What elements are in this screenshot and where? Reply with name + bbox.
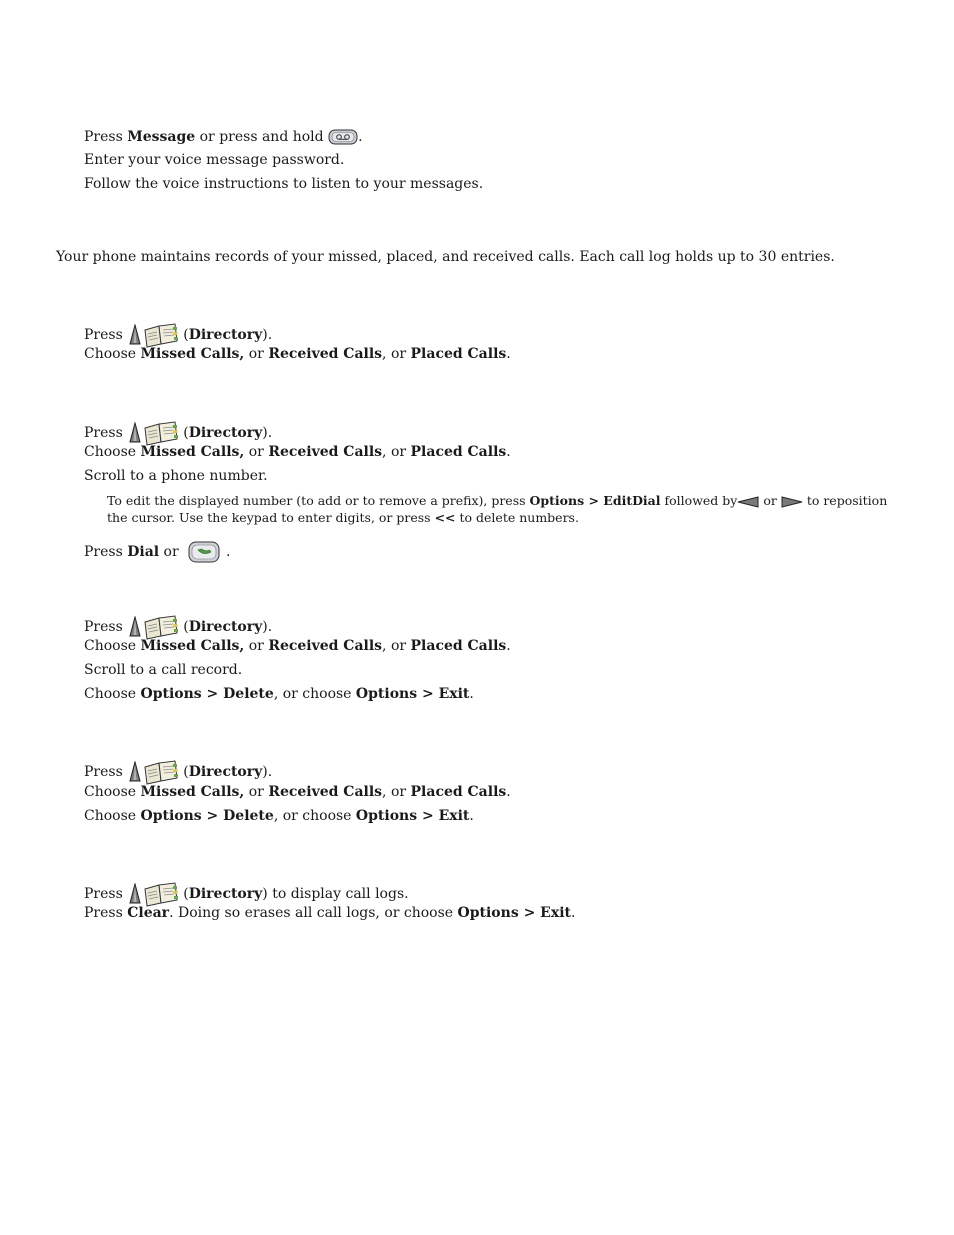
text: . xyxy=(469,808,474,824)
missed-calls-label: Missed Calls, xyxy=(140,784,245,800)
softkey-dial: Dial xyxy=(127,544,160,560)
options-exit-label: Options > Exit xyxy=(355,686,470,702)
text: Press xyxy=(84,886,123,902)
text: ) to display call logs. xyxy=(262,886,409,902)
directory-label: Directory xyxy=(188,619,263,635)
softkey-clear: Clear xyxy=(127,905,170,921)
text: ). xyxy=(262,327,273,343)
text: or xyxy=(248,638,264,654)
delete-record-step-4 xyxy=(84,686,474,702)
text: Choose xyxy=(84,784,137,800)
text: ). xyxy=(262,764,273,780)
directory-book-icon xyxy=(143,420,179,446)
text: ( xyxy=(183,327,189,343)
directory-book-icon xyxy=(143,881,179,907)
up-arrow-icon xyxy=(129,883,141,905)
text: ( xyxy=(183,619,189,635)
call-logs-intro: Your phone maintains records of your missed, placed, and received calls. Each call log holds up to 30 entries. xyxy=(56,249,835,265)
text: . xyxy=(570,905,576,921)
missed-calls-label: Missed Calls, xyxy=(140,638,245,654)
voicemail-step-2: Enter your voice message password. xyxy=(84,152,345,168)
text: , or xyxy=(382,444,407,460)
send-call-key-icon xyxy=(188,540,222,564)
text: Choose xyxy=(84,808,137,824)
text: Choose xyxy=(84,444,137,460)
text: Press xyxy=(84,425,123,441)
text: . xyxy=(506,346,511,362)
received-calls-label: Received Calls xyxy=(268,346,383,362)
text: , or xyxy=(382,784,407,800)
text: followed by xyxy=(664,493,738,508)
text: , or choose xyxy=(273,808,352,824)
received-calls-label: Received Calls xyxy=(268,784,383,800)
directory-book-icon xyxy=(143,322,179,348)
text: . xyxy=(226,544,231,560)
delete-log-step-1 xyxy=(84,759,272,785)
text: or xyxy=(248,444,264,460)
placed-calls-label: Placed Calls xyxy=(410,346,507,362)
text: . xyxy=(358,129,363,145)
dial-step-2 xyxy=(84,444,511,460)
options-exit-label: Options > Exit xyxy=(457,905,571,921)
softkey-message: Message xyxy=(127,129,196,145)
voicemail-step-3: Follow the voice instructions to listen to your messages. xyxy=(84,176,484,192)
directory-label: Directory xyxy=(188,886,263,902)
text: Press xyxy=(84,544,123,560)
text: . xyxy=(506,784,511,800)
text: , or choose xyxy=(273,686,352,702)
text: Press xyxy=(84,905,123,921)
delete-record-step-1 xyxy=(84,614,272,640)
text: Choose xyxy=(84,638,137,654)
placed-calls-label: Placed Calls xyxy=(410,638,507,654)
backspace-label: << xyxy=(434,510,456,525)
text: to delete numbers. xyxy=(459,510,579,525)
up-arrow-icon xyxy=(129,422,141,444)
dial-step-4 xyxy=(84,540,230,564)
dial-step-1 xyxy=(84,420,272,446)
clear-step-1 xyxy=(84,881,409,907)
missed-calls-label: Missed Calls, xyxy=(140,444,245,460)
directory-label: Directory xyxy=(188,764,263,780)
delete-log-step-3 xyxy=(84,808,474,824)
text: ( xyxy=(183,764,189,780)
text: Press xyxy=(84,327,123,343)
delete-log-step-2 xyxy=(84,784,511,800)
text: ( xyxy=(183,425,189,441)
right-arrow-icon xyxy=(781,496,803,508)
text: Press xyxy=(84,764,123,780)
text: to reposition the cursor. Use the keypad to enter digits, or press xyxy=(107,493,888,525)
view-step-1 xyxy=(84,322,272,348)
delete-record-step-2 xyxy=(84,638,511,654)
dial-step-3: Scroll to a phone number. xyxy=(84,468,268,484)
received-calls-label: Received Calls xyxy=(268,444,383,460)
message-key-icon xyxy=(328,128,358,146)
up-arrow-icon xyxy=(129,324,141,346)
text: or xyxy=(248,346,264,362)
directory-label: Directory xyxy=(188,327,263,343)
up-arrow-icon xyxy=(129,761,141,783)
up-arrow-icon xyxy=(129,616,141,638)
text: Choose xyxy=(84,346,137,362)
missed-calls-label: Missed Calls, xyxy=(140,346,245,362)
delete-record-step-3: Scroll to a call record. xyxy=(84,662,243,678)
edit-number-note xyxy=(107,492,902,526)
text: , or xyxy=(382,346,407,362)
text: To edit the displayed number (to add or to remove a prefix), press xyxy=(107,493,526,508)
directory-book-icon xyxy=(143,614,179,640)
left-arrow-icon xyxy=(737,496,759,508)
options-delete-label: Options > Delete xyxy=(140,808,274,824)
text: . Doing so erases all call logs, or choose xyxy=(169,905,454,921)
text: ). xyxy=(262,425,273,441)
text: . xyxy=(506,638,511,654)
text: , or xyxy=(382,638,407,654)
text: Choose xyxy=(84,686,137,702)
clear-step-2 xyxy=(84,905,575,921)
placed-calls-label: Placed Calls xyxy=(410,784,507,800)
placed-calls-label: Placed Calls xyxy=(410,444,507,460)
options-editdial-label: Options > EditDial xyxy=(529,493,661,508)
directory-label: Directory xyxy=(188,425,263,441)
text: or press and hold xyxy=(199,129,324,145)
text: or xyxy=(248,784,264,800)
text: ). xyxy=(262,619,273,635)
options-delete-label: Options > Delete xyxy=(140,686,274,702)
text: or xyxy=(163,544,179,560)
text: Press xyxy=(84,129,123,145)
text: . xyxy=(469,686,474,702)
view-step-2 xyxy=(84,346,511,362)
text: or xyxy=(763,493,777,508)
options-exit-label: Options > Exit xyxy=(355,808,470,824)
text: ( xyxy=(183,886,189,902)
received-calls-label: Received Calls xyxy=(268,638,383,654)
voicemail-step-1 xyxy=(84,128,363,146)
directory-book-icon xyxy=(143,759,179,785)
text: Press xyxy=(84,619,123,635)
text: . xyxy=(506,444,511,460)
